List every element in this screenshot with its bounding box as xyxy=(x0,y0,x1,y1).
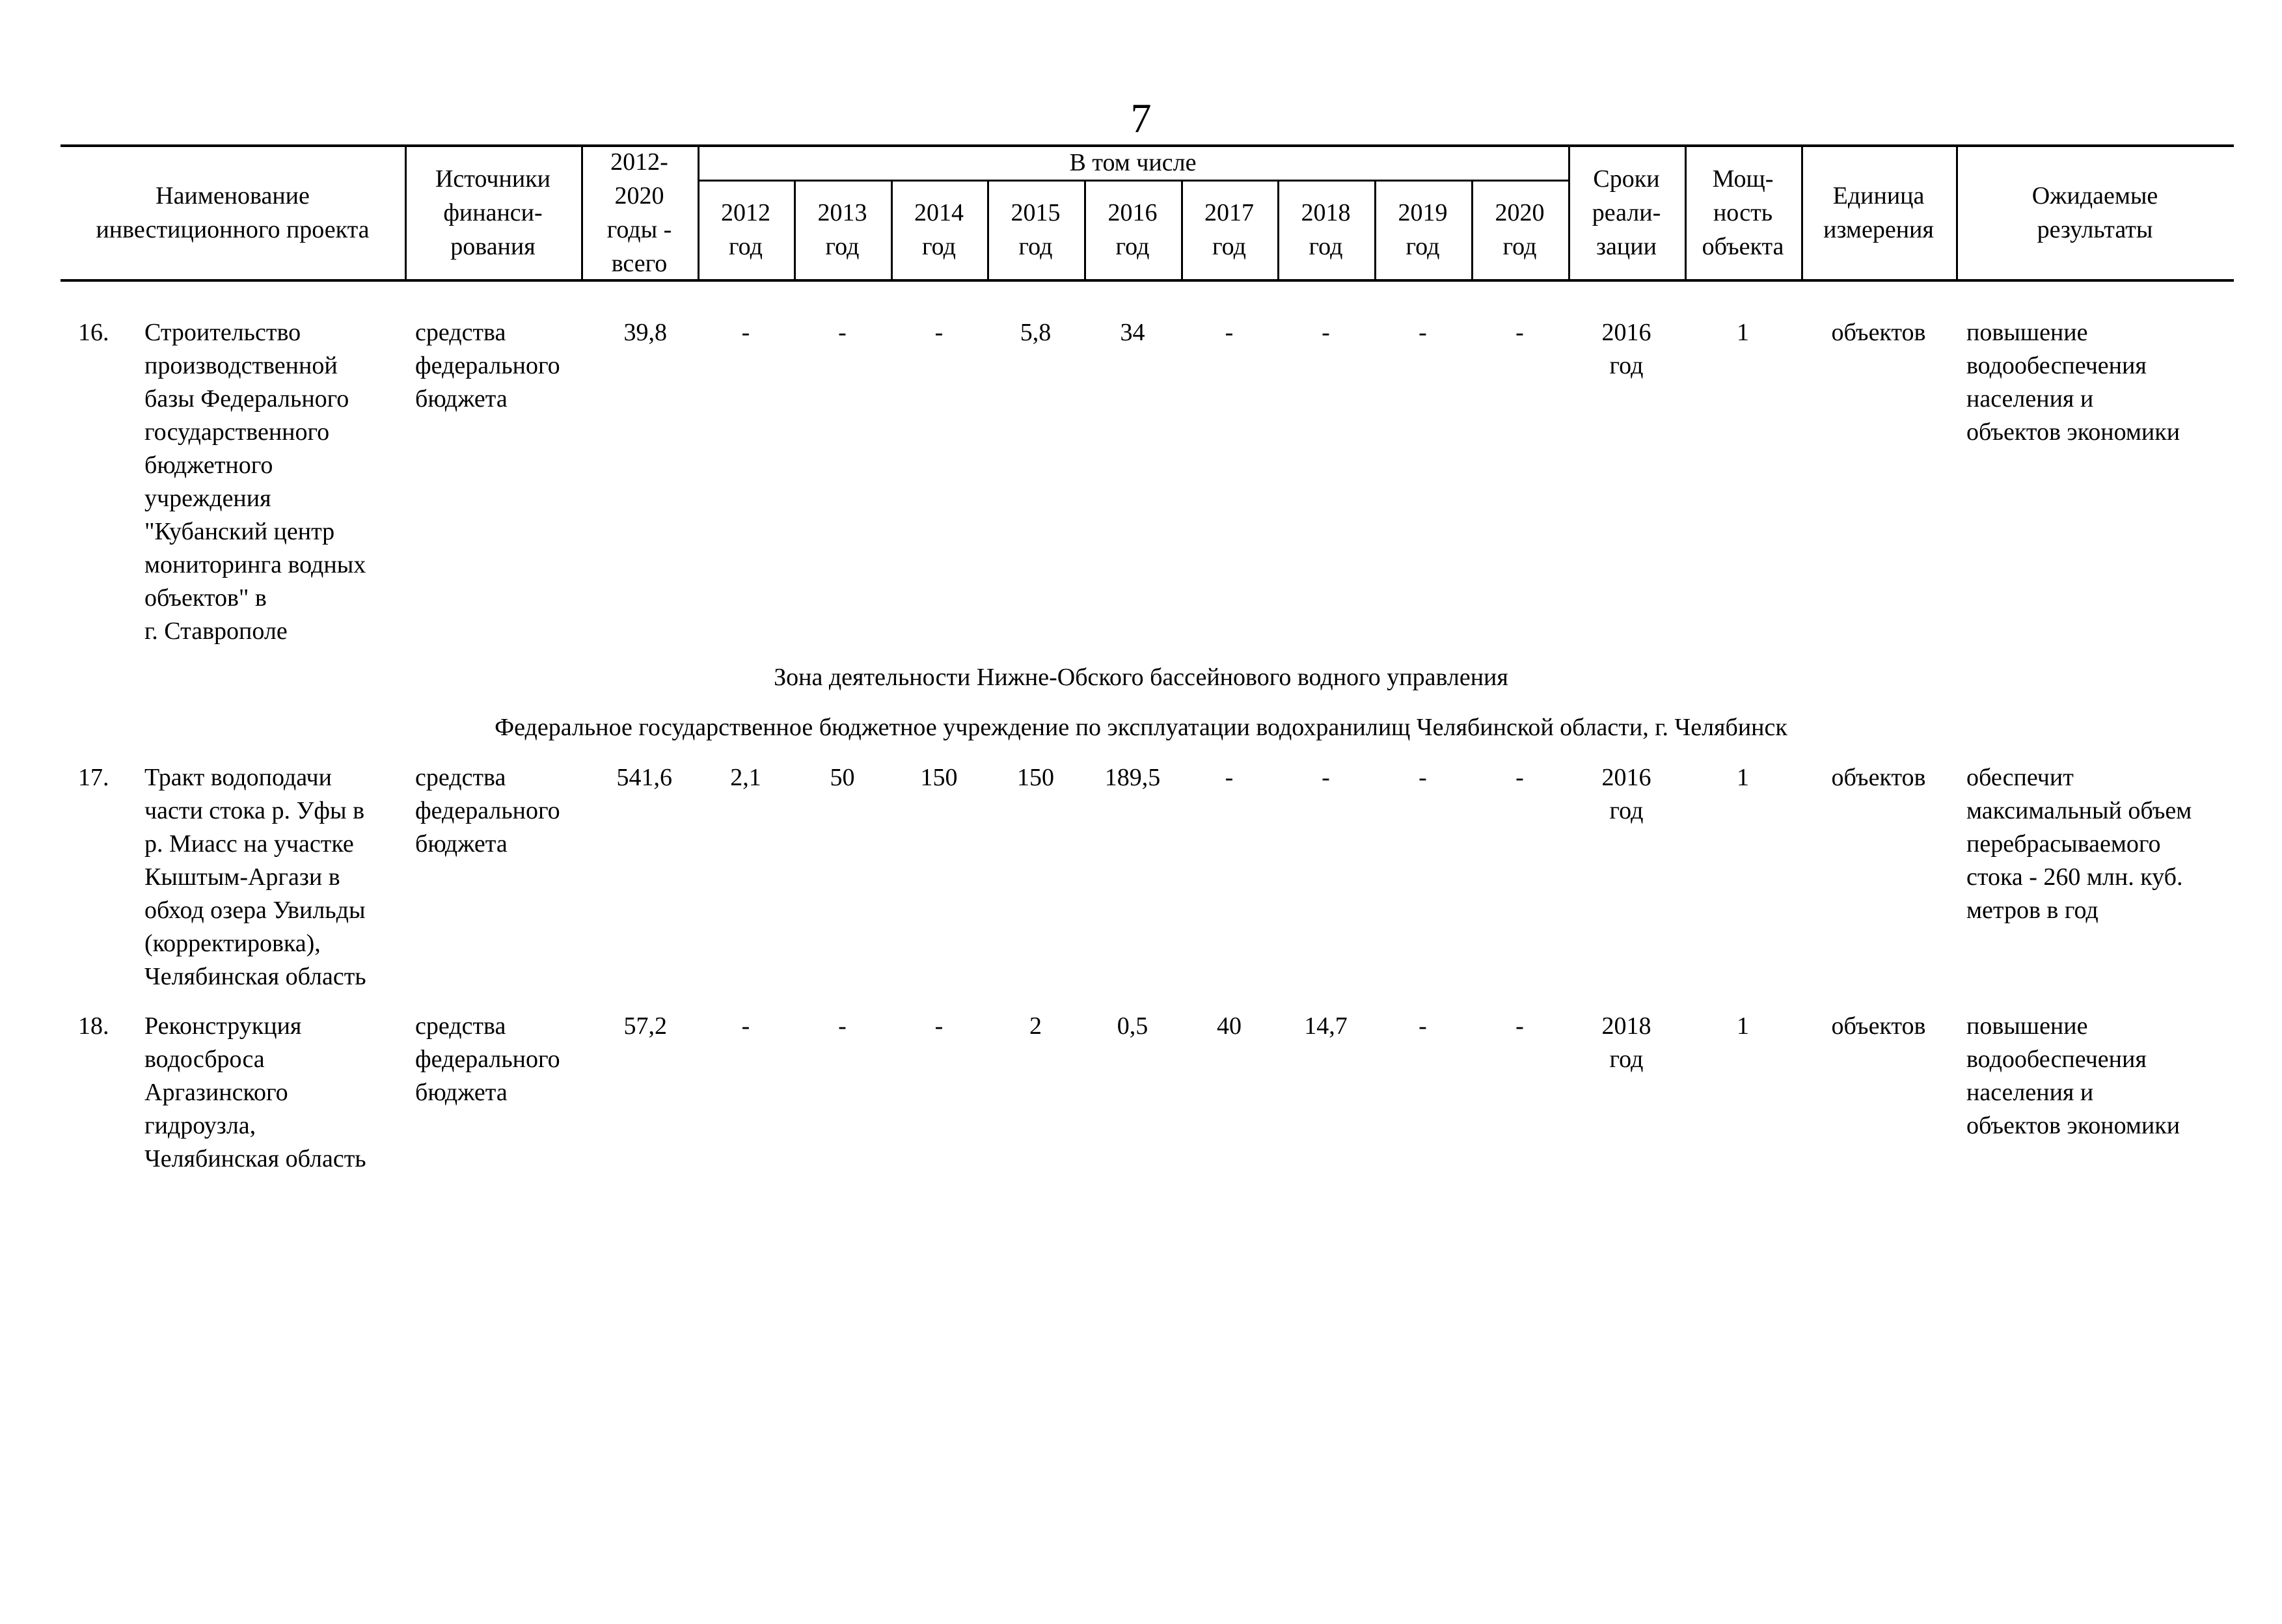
year-value: 40 xyxy=(1217,1012,1242,1040)
year-value: 14,7 xyxy=(1304,1012,1348,1040)
expected-results: обеспечит максимальный объем перебрасываемого стока - 260 млн. куб. метров в год xyxy=(1966,764,2192,924)
header-year: 2019 год xyxy=(1398,199,1448,260)
header-including: В том числе xyxy=(1069,149,1197,176)
object-capacity: 1 xyxy=(1737,319,1749,346)
funding-source: средства федерального бюджета xyxy=(415,764,560,858)
project-name: Строительство производственной базы Федерального государственного бюджетного учреждения "Кубанский центр мониторинга водных объектов" в г. Ставрополе xyxy=(144,319,366,645)
project-name: Реконструкция водосброса Аргазинского гидроузла, Челябинская область xyxy=(144,1012,366,1172)
year-value: 150 xyxy=(920,764,958,791)
year-value: - xyxy=(838,319,847,346)
year-value: - xyxy=(1515,764,1524,791)
year-value: - xyxy=(838,1012,847,1040)
row-number: 18. xyxy=(78,1012,109,1040)
total-value: 39,8 xyxy=(623,319,667,346)
year-value: - xyxy=(1322,764,1330,791)
funding-source: средства федерального бюджета xyxy=(415,1012,560,1106)
year-value: - xyxy=(741,1012,750,1040)
year-value: - xyxy=(1225,319,1234,346)
year-value: - xyxy=(741,319,750,346)
implementation-term: 2016 год xyxy=(1601,319,1651,379)
header-year: 2017 год xyxy=(1204,199,1254,260)
row-number: 17. xyxy=(78,764,109,791)
year-value: 34 xyxy=(1120,319,1145,346)
total-value: 57,2 xyxy=(623,1012,667,1040)
year-value: - xyxy=(1225,764,1234,791)
implementation-term: 2018 год xyxy=(1601,1012,1651,1073)
header-year: 2014 год xyxy=(914,199,964,260)
expected-results: повышение водообеспечения населения и объектов экономики xyxy=(1966,319,2180,446)
row-number: 16. xyxy=(78,319,109,346)
header-year: 2012 год xyxy=(721,199,770,260)
year-value: 5,8 xyxy=(1020,319,1052,346)
year-value: 50 xyxy=(830,764,855,791)
header-funding-sources: Источники финанси- рования xyxy=(435,165,550,260)
year-value: - xyxy=(1419,319,1427,346)
year-value: 2,1 xyxy=(730,764,761,791)
measurement-unit: объектов xyxy=(1831,764,1926,791)
total-value: 541,6 xyxy=(616,764,672,791)
year-value: - xyxy=(1419,1012,1427,1040)
header-year: 2016 год xyxy=(1107,199,1158,260)
measurement-unit: объектов xyxy=(1831,1012,1926,1040)
year-value: - xyxy=(1515,1012,1524,1040)
header-unit: Единица измерения xyxy=(1823,182,1934,243)
expected-results: повышение водообеспечения населения и объектов экономики xyxy=(1966,1012,2180,1139)
header-terms: Сроки реали- зации xyxy=(1592,165,1661,260)
year-value: 189,5 xyxy=(1104,764,1161,791)
year-value: - xyxy=(1515,319,1524,346)
year-value: - xyxy=(934,1012,944,1040)
object-capacity: 1 xyxy=(1737,764,1749,791)
year-value: - xyxy=(934,319,944,346)
project-name: Тракт водоподачи части стока р. Уфы в р. Миасс на участке Кыштым-Аргази в обход озера Увильды (корректировка), Челябинская область xyxy=(144,764,366,990)
year-value: 150 xyxy=(1017,764,1054,791)
header-year: 2013 год xyxy=(817,199,867,260)
object-capacity: 1 xyxy=(1737,1012,1749,1040)
measurement-unit: объектов xyxy=(1831,319,1926,346)
year-value: 2 xyxy=(1029,1012,1042,1040)
zone-title: Зона деятельности Нижне-Обского бассейнового водного управления xyxy=(774,664,1508,691)
header-bottom-rule xyxy=(61,279,2234,282)
header-year: 2020 год xyxy=(1495,199,1545,260)
year-value: 0,5 xyxy=(1117,1012,1148,1040)
header-capacity: Мощ- ность объекта xyxy=(1702,165,1784,260)
header-total: 2012- 2020 годы - всего xyxy=(606,148,672,277)
header-year: 2015 год xyxy=(1011,199,1061,260)
funding-source: средства федерального бюджета xyxy=(415,319,560,413)
implementation-term: 2016 год xyxy=(1601,764,1651,824)
header-year: 2018 год xyxy=(1301,199,1351,260)
header-project-name: Наименование инвестиционного проекта xyxy=(96,182,370,243)
header-results: Ожидаемые результаты xyxy=(2031,182,2158,243)
page-number: 7 xyxy=(1130,95,1152,141)
year-value: - xyxy=(1322,319,1330,346)
year-value: - xyxy=(1419,764,1427,791)
institution-title: Федеральное государственное бюджетное учреждение по эксплуатации водохранилищ Челябинской области, г. Челябинск xyxy=(495,714,1787,741)
